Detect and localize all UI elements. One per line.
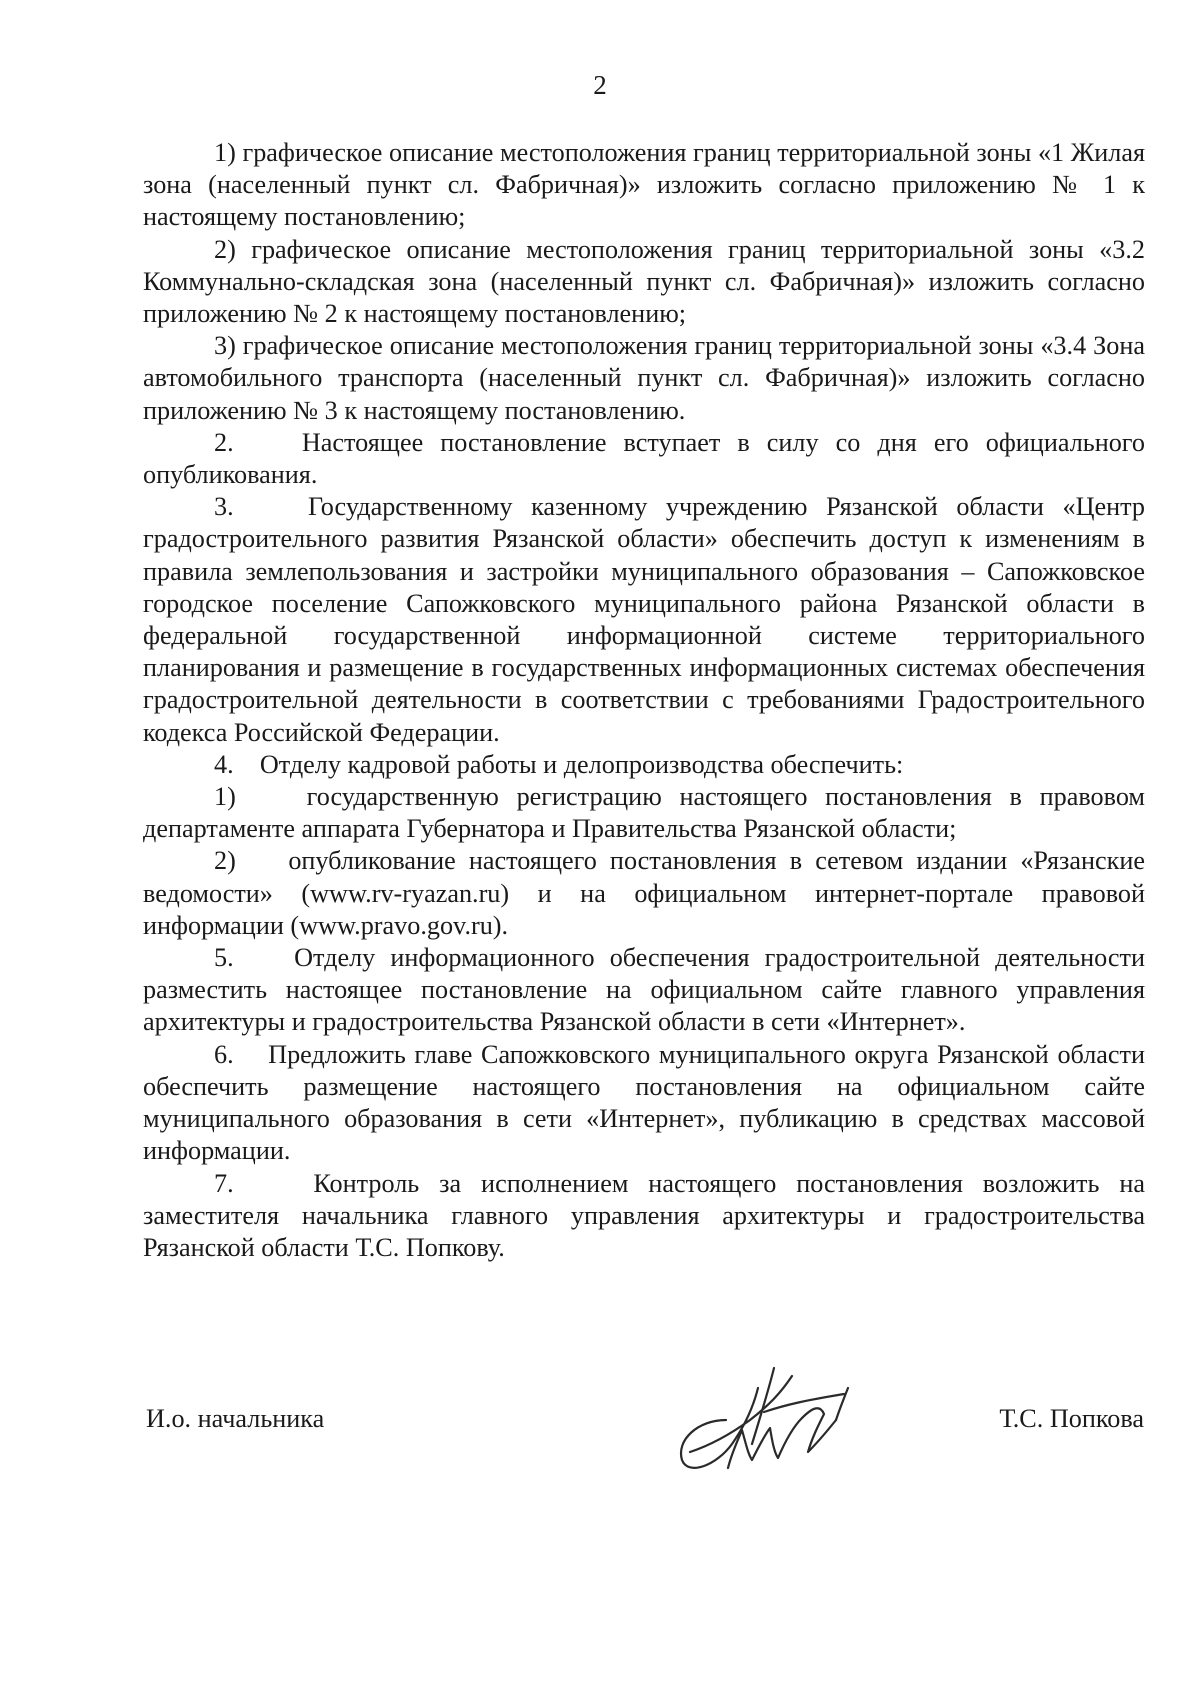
- signatory-name: Т.С. Попкова: [999, 1404, 1144, 1433]
- paragraph-item-1: 1) графическое описание местоположения границ территориальной зоны «1 Жилая зона (населенный пункт сл. Фабричная)» изложить согласно приложению № 1 к настоящему постановлению;: [143, 138, 1145, 232]
- paragraph-item-3: 3) графическое описание местоположения границ территориальной зоны «3.4 Зона автомобильного транспорта (населенный пункт сл. Фабричная)» изложить согласно приложению № 3 к настоящему постановлению.: [143, 331, 1145, 425]
- document-body: [143, 137, 1145, 1264]
- paragraph-clause-4: 4. Отделу кадровой работы и делопроизводства обеспечить:: [214, 749, 904, 779]
- paragraph-clause-2: 2. Настоящее постановление вступает в силу со дня его официального опубликования.: [143, 427, 1145, 490]
- paragraph-clause-6: 6. Предложить главе Сапожковского муниципального округа Рязанской области обеспечить размещение настоящего постановления на официальном сайте муниципального образования в сети «Интернет», публикацию в средствах массовой информации.: [143, 1039, 1145, 1166]
- signatory-title: И.о. начальника: [146, 1404, 325, 1433]
- paragraph-clause-7: 7. Контроль за исполнением настоящего постановления возложить на заместителя начальника главного управления архитектуры и градостроительства Рязанской области Т.С. Попкову.: [143, 1168, 1145, 1262]
- paragraph-clause-3: 3. Государственному казенному учреждению Рязанской области «Центр градостроительного развития Рязанской области» обеспечить доступ к изменениям в правила землепользования и застройки муниципального образования – Сапожковское городское поселение Сапожковского муниципального района Рязанской области в федеральной государственной информационной системе территориального планирования и размещение в государственных информационных системах обеспечения градостроительной деятельности в соответствии с требованиями Градостроительного кодекса Российской Федерации.: [143, 492, 1145, 747]
- paragraph-item-2: 2) графическое описание местоположения границ территориальной зоны «3.2 Коммунально-складская зона (населенный пункт сл. Фабричная)» изложить согласно приложению № 2 к настоящему постановлению;: [143, 234, 1145, 329]
- signature-icon: [668, 1348, 868, 1478]
- page-number: 2: [593, 70, 607, 100]
- paragraph-clause-4-item-1: 1) государственную регистрацию настоящего постановления в правовом департаменте аппарата Губернатора и Правительства Рязанской области;: [143, 782, 1145, 844]
- paragraph-clause-4-item-2: 2) опубликование настоящего постановления в сетевом издании «Рязанские ведомости» (www.rv-ryazan.ru) и на официальном интернет-портале правовой информации (www.pravo.gov.ru).: [143, 846, 1145, 940]
- paragraph-clause-5: 5. Отделу информационного обеспечения градостроительной деятельности разместить настоящее постановление на официальном сайте главного управления архитектуры и градостроительства Рязанской области в сети «Интернет».: [143, 943, 1145, 1037]
